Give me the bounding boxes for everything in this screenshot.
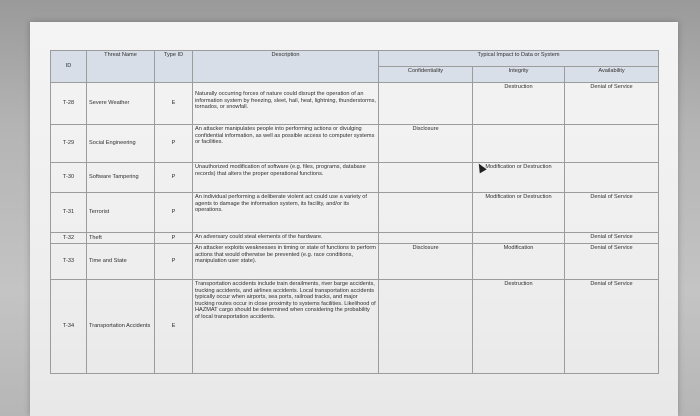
cell-threat-name: Terrorist xyxy=(87,193,155,233)
cell-id: T-30 xyxy=(51,163,87,193)
cell-id: T-28 xyxy=(51,83,87,125)
cell-type: P xyxy=(155,193,193,233)
cell-description: Naturally occurring forces of nature could disrupt the operation of an information system by freezing, sleet, hail, heat, lightning, thunderstorms, tornados, or snowfall. xyxy=(193,83,379,125)
cell-integrity xyxy=(473,125,565,163)
cell-integrity: Modification or Destruction xyxy=(473,163,565,193)
cell-confidentiality xyxy=(379,163,473,193)
cell-threat-name: Theft xyxy=(87,233,155,244)
cell-type: E xyxy=(155,83,193,125)
cell-confidentiality: Disclosure xyxy=(379,125,473,163)
cell-description: An attacker manipulates people into performing actions or divulging confidential information, as well as possible access to computer systems or facilities. xyxy=(193,125,379,163)
cell-id: T-29 xyxy=(51,125,87,163)
cell-confidentiality: Disclosure xyxy=(379,244,473,280)
table-row xyxy=(51,125,659,163)
cell-availability: Denial of Service xyxy=(565,193,659,233)
cell-type: P xyxy=(155,233,193,244)
cell-description: Unauthorized modification of software (e.g. files, programs, database records) that alters the proper operational functions. xyxy=(193,163,379,193)
cell-availability xyxy=(565,125,659,163)
cell-availability: Denial of Service xyxy=(565,83,659,125)
cell-confidentiality xyxy=(379,83,473,125)
cell-confidentiality xyxy=(379,193,473,233)
cell-integrity: Modification xyxy=(473,244,565,280)
cell-id: T-32 xyxy=(51,233,87,244)
cell-integrity xyxy=(473,233,565,244)
cell-availability xyxy=(565,163,659,193)
cell-availability: Denial of Service xyxy=(565,280,659,374)
cell-integrity: Destruction xyxy=(473,83,565,125)
header-integrity: Integrity xyxy=(473,67,565,83)
cell-type: P xyxy=(155,244,193,280)
header-typical-impact: Typical Impact to Data or System xyxy=(379,51,659,67)
cell-integrity: Modification or Destruction xyxy=(473,193,565,233)
document-page xyxy=(30,22,678,416)
header-id: ID xyxy=(51,51,87,83)
cell-description: An attacker exploits weaknesses in timing or state of functions to perform actions that would otherwise be prevented (e.g. race conditions, manipulation user state). xyxy=(193,244,379,280)
cell-description: An individual performing a deliberate violent act could use a variety of agents to damage the information system, its facility, and/or its operations. xyxy=(193,193,379,233)
cell-id: T-34 xyxy=(51,280,87,374)
header-row-1 xyxy=(51,51,659,67)
header-description: Description xyxy=(193,51,379,83)
cell-id: T-33 xyxy=(51,244,87,280)
cell-integrity: Destruction xyxy=(473,280,565,374)
cell-confidentiality xyxy=(379,233,473,244)
header-availability: Availability xyxy=(565,67,659,83)
table-row xyxy=(51,193,659,233)
cell-type: P xyxy=(155,163,193,193)
cell-threat-name: Time and State xyxy=(87,244,155,280)
cell-type: E xyxy=(155,280,193,374)
cell-id: T-31 xyxy=(51,193,87,233)
table-row xyxy=(51,233,659,244)
cell-threat-name: Social Engineering xyxy=(87,125,155,163)
header-threat-name: Threat Name xyxy=(87,51,155,83)
table-row xyxy=(51,83,659,125)
table-row xyxy=(51,244,659,280)
cell-confidentiality xyxy=(379,280,473,374)
header-type-id: Type ID xyxy=(155,51,193,83)
cell-threat-name: Severe Weather xyxy=(87,83,155,125)
cell-type: P xyxy=(155,125,193,163)
cell-threat-name: Software Tampering xyxy=(87,163,155,193)
threat-table xyxy=(50,50,659,374)
header-confidentiality: Confidentiality xyxy=(379,67,473,83)
cell-description: Transportation accidents include train derailments, river barge accidents, trucking accidents, and airlines accidents. Local transportation accidents typically occur when airports, sea ports, railroad tracks, and major trucking routes occur in close proximity to systems facilities. Likelihood of HAZMAT cargo should be determined when considering the probability of local transportation accidents. xyxy=(193,280,379,374)
cell-threat-name: Transportation Accidents xyxy=(87,280,155,374)
table-row xyxy=(51,163,659,193)
table-row xyxy=(51,280,659,374)
cell-description: An adversary could steal elements of the hardware. xyxy=(193,233,379,244)
cell-availability: Denial of Service xyxy=(565,244,659,280)
cell-availability: Denial of Service xyxy=(565,233,659,244)
